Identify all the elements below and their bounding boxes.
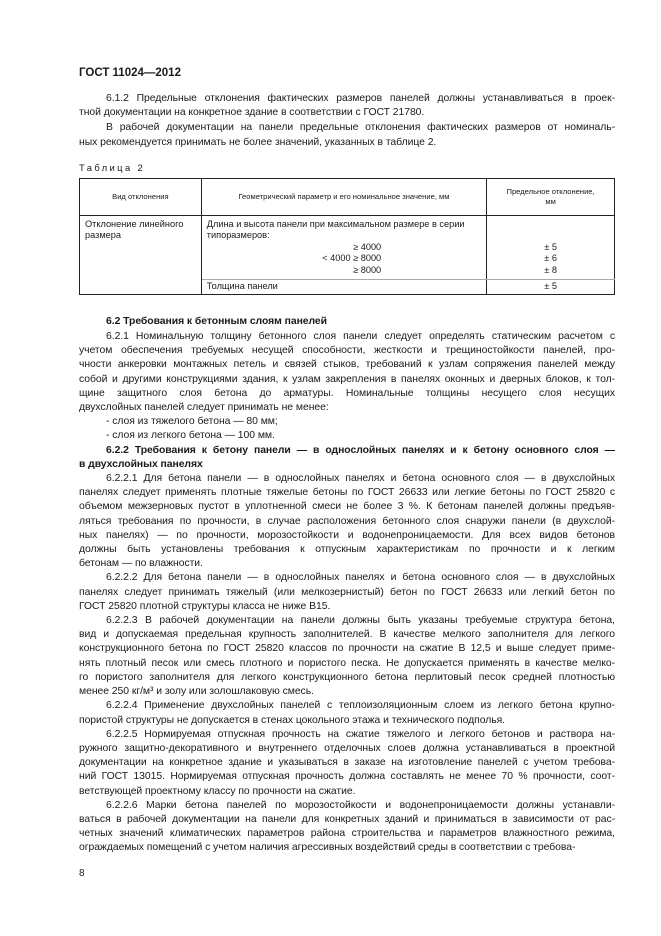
text-line: собой и другими конструкциями здания, к узлам закрепления в панелях оконных и дверных блоков, к тол- <box>79 373 615 385</box>
text-line: объемом межзерновых пустот в уплотненной смеси не более 3 %. К бетонам панелей должны предъяв- <box>79 501 615 513</box>
text-line: - слоя из легкого бетона — 100 мм. <box>106 430 275 442</box>
text-line: 6.1.2 Предельные отклонения фактических размеров панелей должны устанавливаться в проек- <box>106 93 615 104</box>
text-line: нять плотный песок или смесь плотного и пористого песка. Не допускается применять в качестве мелко- <box>79 657 615 669</box>
text-line: 6.2 Требования к бетонным слоям панелей <box>106 315 328 327</box>
text-line: 6.2.2.5 Нормируемая отпускная прочность на сжатие тяжелого и легкого бетонов и раствора на- <box>106 728 615 740</box>
text-line: двухслойных панелей следует принимать не менее: <box>79 402 329 414</box>
text-line: ний ГОСТ 13015. Нормируемая отпускная прочность должна составлять не менее 70 % прочности, соот- <box>79 771 615 783</box>
thickness-value: ± 5 <box>487 280 615 295</box>
text-line: ваться в рабочей документации на панели для конкретных зданий и приниматься в зависимости от рас- <box>79 813 615 825</box>
text-line: панелях следует применять плотные тяжелые бетоны по ГОСТ 26633 или легкие бетоны по ГОСТ 25820 с <box>79 487 615 499</box>
text-line: - слоя из тяжелого бетона — 80 мм; <box>106 416 278 428</box>
tolerance-cell <box>487 215 615 280</box>
tolerance-value: ± 6 <box>544 253 557 264</box>
text-line: в двухслойных панелях <box>79 458 203 470</box>
page-number: 8 <box>79 867 85 879</box>
text-line: ГОСТ 25820 плотной структуры класса не ниже В15. <box>79 600 331 612</box>
text-line: чности анкеровки монтажных петель и связей стыков, требований к узлам сопряжения панелей между <box>79 359 615 371</box>
text-line: вид и допускаемая предельная крупность заполнителей. В качестве мелкого заполнителя для легкого <box>79 629 615 641</box>
text-line: ружного защитно-декоративного и внутреннего отделочных слоев должна устанавливаться в проектной <box>79 742 615 754</box>
text-line: менее 250 кг/м³ и золу или золошлаковую смесь. <box>79 686 314 698</box>
text-line: ляться требования по прочности, в случае расположения бетонного слоя снаружи панели (в двухслой- <box>79 515 615 527</box>
intro-section <box>79 92 615 150</box>
header-cell: Вид отклонения <box>80 178 202 215</box>
text-line: должны быть установлены требования к отпускным характеристикам по прочности и к легким <box>79 544 615 556</box>
text-line: тной документации на конкретное здание в соответствии с ГОСТ 21780. <box>79 107 425 119</box>
header-cell: Предельное отклонение, мм <box>487 178 615 215</box>
document-page <box>79 66 615 880</box>
body-section <box>79 315 615 856</box>
paragraph <box>79 330 615 415</box>
parameter-text: Длина и высота панели при максимальном размере в серии <box>206 218 465 229</box>
text-line: ных рекомендуется принимать не более значений, указанных в таблице 2. <box>79 136 437 148</box>
paragraph <box>79 728 615 799</box>
text-line: панелях следует принимать тяжелый (или мелкозернистый) бетон по ГОСТ 26633 или легкий бетон по <box>79 586 615 598</box>
paragraph <box>79 92 615 120</box>
text-line: учетом обеспечения требуемых несущей способности, жесткости и трещиностойкости панелей, про- <box>79 345 615 357</box>
table-header-row <box>80 178 615 215</box>
text-line: 6.2.2.6 Марки бетона панелей по морозостойкости и водонепроницаемости должны устанавли- <box>106 799 615 811</box>
parameter-text: типоразмеров: <box>206 230 270 241</box>
paragraph <box>79 472 615 571</box>
text-line: бетонам — по влажности. <box>79 558 203 570</box>
text-line: ных панелях) — по прочности, морозостойкости и водонепроницаемости. Для всех видов бетонов <box>79 529 615 541</box>
paragraph <box>79 699 615 727</box>
tolerance-table <box>79 178 615 295</box>
text-line: 6.2.2.2 Для бетона панели — в однослойных панелях и бетона основного слоя — в двухслойных <box>106 572 615 584</box>
section-heading <box>79 444 615 472</box>
text-line: ветствующей проектному классу по прочности на сжатие. <box>79 785 356 797</box>
range-value: ≥ 4000 <box>353 241 382 252</box>
table-caption: Таблица 2 <box>79 161 146 173</box>
paragraph <box>79 415 615 429</box>
paragraph <box>79 121 615 149</box>
text-line: 6.2.2.1 Для бетона панели — в однослойных панелях и бетона основного слоя — в двухслойных <box>106 473 615 485</box>
text-line: 6.2.2 Требования к бетону панели — в однослойных панелях и к бетону основного слоя — <box>106 444 615 456</box>
paragraph <box>79 614 615 699</box>
thickness-label: Толщина панели <box>201 280 486 295</box>
text-line: ограждаемых помещений с учетом наличия агрессивных воздействий среды в соответствии с требова- <box>79 842 576 854</box>
text-line: четных значений климатических параметров района строительства и параметров влажностного режима, <box>79 828 615 840</box>
table-row <box>80 215 615 280</box>
header-cell: Геометрический параметр и его номинальное значение, мм <box>201 178 486 215</box>
text-line: 6.2.2.4 Применение двухслойных панелей с теплоизоляционным слоем из легкого бетона крупно- <box>106 700 615 712</box>
text-line: го пористого заполнителя для легкого конструкционного бетона перлитовый песок средней плотностью <box>79 671 615 683</box>
range-value: < 4000 ≥ 8000 <box>322 253 382 264</box>
document-header: ГОСТ 11024—2012 <box>79 67 181 79</box>
paragraph <box>79 571 615 614</box>
text-line: конструкционного бетона по ГОСТ 25820 классов по прочности на сжатие В 12,5 и выше следует приме- <box>79 643 615 655</box>
text-line: В рабочей документации на панели предельные отклонения фактических размеров от номиналь- <box>106 122 615 134</box>
paragraph <box>79 429 615 443</box>
text-line: пористой структуры не допускается в стенах цокольного этажа и технического подполья. <box>79 714 506 726</box>
text-line: щине защитного слоя бетона до арматуры. Номинальные толщины несущего слоя несущих <box>79 387 615 399</box>
text-line: документации на конкретное здание и указываться в заказе на изготовление панелей с учетом требова- <box>79 757 615 769</box>
paragraph <box>79 799 615 856</box>
parameter-cell <box>201 215 486 280</box>
text-line: 6.2.1 Номинальную толщину бетонного слоя панели следует определять статическим расчетом с <box>106 331 615 343</box>
deviation-kind: Отклонение линейного размера <box>80 215 202 294</box>
tolerance-value: ± 5 <box>544 241 557 252</box>
text-line: 6.2.2.3 В рабочей документации на панели должны быть указаны требуемые структура бетона, <box>106 615 615 627</box>
section-heading <box>79 315 615 329</box>
range-value: ≥ 8000 <box>353 264 382 275</box>
tolerance-value: ± 8 <box>544 264 557 275</box>
